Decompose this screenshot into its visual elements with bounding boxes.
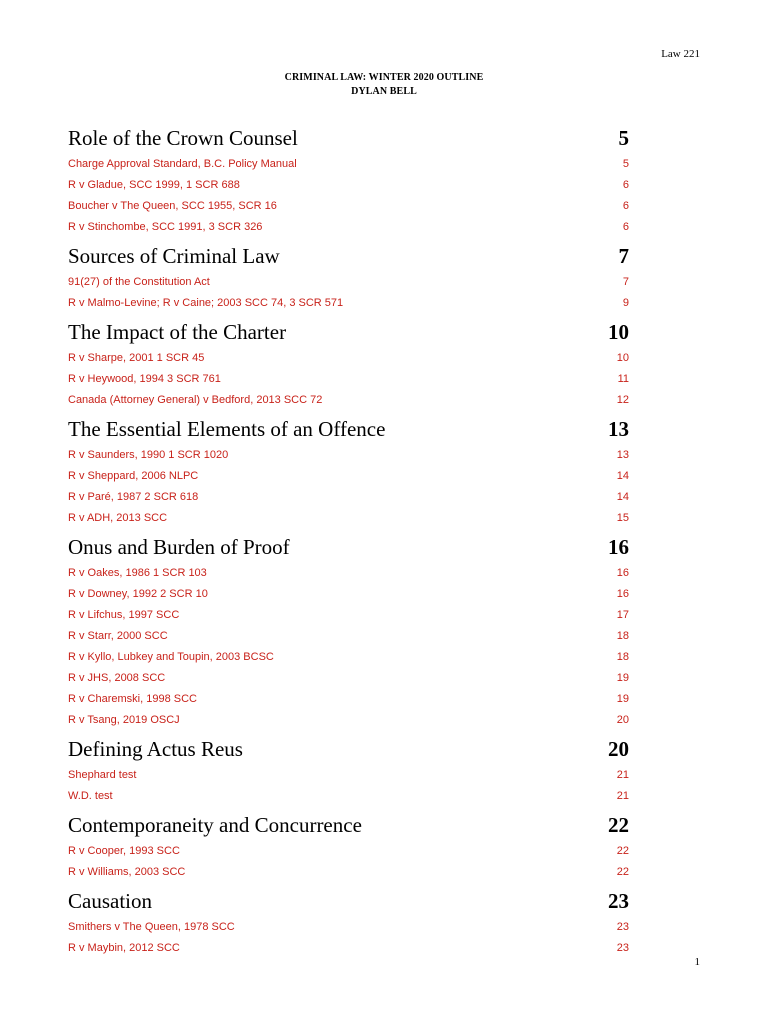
entry-title: R v Sharpe, 2001 1 SCR 45: [68, 352, 205, 364]
toc-entry-link[interactable]: [68, 293, 629, 314]
toc-section-heading[interactable]: [68, 240, 629, 272]
entry-title: R v Saunders, 1990 1 SCR 1020: [68, 449, 229, 461]
entry-page-number: 20: [616, 714, 629, 726]
entry-page-number: 5: [622, 158, 629, 170]
section-title: Defining Actus Reus: [68, 737, 243, 761]
toc-entry-link[interactable]: [68, 765, 629, 786]
entry-page-number: 6: [622, 179, 629, 191]
entry-title: R v Oakes, 1986 1 SCR 103: [68, 567, 207, 579]
entry-title: R v Lifchus, 1997 SCC: [68, 609, 180, 621]
toc-entry-link[interactable]: [68, 390, 629, 411]
entry-title: R v Charemski, 1998 SCC: [68, 693, 197, 705]
entry-title: W.D. test: [68, 790, 113, 802]
entry-page-number: 18: [616, 630, 629, 642]
section-page-number: 13: [608, 417, 629, 441]
entry-page-number: 9: [622, 297, 629, 309]
section-title: The Essential Elements of an Offence: [68, 417, 386, 441]
toc-entry-link[interactable]: [68, 508, 629, 529]
entry-page-number: 23: [616, 921, 629, 933]
toc-section-heading[interactable]: [68, 316, 629, 348]
section-page-number: 22: [608, 813, 629, 837]
section-title: Contemporaneity and Concurrence: [68, 813, 362, 837]
entry-page-number: 22: [616, 866, 629, 878]
entry-title: R v Downey, 1992 2 SCR 10: [68, 588, 208, 600]
title-line: CRIMINAL LAW: WINTER 2020 OUTLINE: [284, 72, 484, 83]
section-page-number: 5: [618, 126, 629, 150]
entry-page-number: 19: [616, 693, 629, 705]
table-of-contents: [68, 120, 629, 959]
toc-entry-link[interactable]: [68, 862, 629, 883]
entry-title: Boucher v The Queen, SCC 1955, SCR 16: [68, 200, 277, 212]
entry-title: R v Stinchombe, SCC 1991, 3 SCR 326: [68, 221, 263, 233]
document-title: [0, 71, 768, 99]
toc-entry-link[interactable]: [68, 689, 629, 710]
entry-page-number: 16: [616, 567, 629, 579]
toc-section-heading[interactable]: [68, 809, 629, 841]
toc-section-heading[interactable]: [68, 733, 629, 765]
entry-title: R v JHS, 2008 SCC: [68, 672, 166, 684]
entry-title: Shephard test: [68, 769, 137, 781]
toc-entry-link[interactable]: [68, 348, 629, 369]
entry-title: R v Kyllo, Lubkey and Toupin, 2003 BCSC: [68, 651, 274, 663]
entry-title: R v Cooper, 1993 SCC: [68, 845, 180, 857]
toc-entry-link[interactable]: [68, 466, 629, 487]
entry-page-number: 22: [616, 845, 629, 857]
toc-section-heading[interactable]: [68, 531, 629, 563]
toc-entry-link[interactable]: [68, 445, 629, 466]
entry-page-number: 13: [616, 449, 629, 461]
entry-title: R v Malmo-Levine; R v Caine; 2003 SCC 74, 3 SCR 571: [68, 297, 344, 309]
entry-title: R v Gladue, SCC 1999, 1 SCR 688: [68, 179, 240, 191]
toc-entry-link[interactable]: [68, 487, 629, 508]
toc-entry-link[interactable]: [68, 786, 629, 807]
entry-page-number: 11: [617, 373, 629, 385]
entry-title: Canada (Attorney General) v Bedford, 2013 SCC 72: [68, 394, 323, 406]
toc-entry-link[interactable]: [68, 605, 629, 626]
entry-page-number: 14: [616, 470, 629, 482]
entry-page-number: 21: [616, 769, 629, 781]
section-page-number: 16: [608, 535, 629, 559]
toc-entry-link[interactable]: [68, 710, 629, 731]
entry-title: R v Paré, 1987 2 SCR 618: [68, 491, 199, 503]
entry-page-number: 14: [616, 491, 629, 503]
toc-entry-link[interactable]: [68, 272, 629, 293]
toc-entry-link[interactable]: [68, 841, 629, 862]
toc-entry-link[interactable]: [68, 154, 629, 175]
entry-page-number: 12: [616, 394, 629, 406]
section-title: Sources of Criminal Law: [68, 244, 280, 268]
section-title: Onus and Burden of Proof: [68, 535, 290, 559]
course-code: Law 221: [661, 48, 700, 60]
toc-entry-link[interactable]: [68, 175, 629, 196]
toc-entry-link[interactable]: [68, 369, 629, 390]
entry-title: Smithers v The Queen, 1978 SCC: [68, 921, 235, 933]
toc-section-heading[interactable]: [68, 122, 629, 154]
page-number: 1: [694, 956, 700, 968]
entry-title: R v Williams, 2003 SCC: [68, 866, 186, 878]
toc-entry-link[interactable]: [68, 626, 629, 647]
section-page-number: 20: [608, 737, 629, 761]
section-title: The Impact of the Charter: [68, 320, 287, 344]
toc-entry-link[interactable]: [68, 917, 629, 938]
section-title: Role of the Crown Counsel: [68, 126, 298, 150]
toc-entry-link[interactable]: [68, 938, 629, 959]
entry-title: R v Heywood, 1994 3 SCR 761: [68, 373, 221, 385]
toc-entry-link[interactable]: [68, 668, 629, 689]
toc-entry-link[interactable]: [68, 563, 629, 584]
section-page-number: 7: [618, 244, 629, 268]
entry-page-number: 17: [616, 609, 629, 621]
toc-entry-link[interactable]: [68, 217, 629, 238]
entry-title: R v Starr, 2000 SCC: [68, 630, 168, 642]
section-page-number: 23: [608, 889, 629, 913]
entry-page-number: 15: [616, 512, 629, 524]
toc-entry-link[interactable]: [68, 584, 629, 605]
entry-title: R v Tsang, 2019 OSCJ: [68, 714, 180, 726]
toc-entry-link[interactable]: [68, 647, 629, 668]
author-line: DYLAN BELL: [351, 86, 417, 97]
entry-page-number: 19: [616, 672, 629, 684]
toc-entry-link[interactable]: [68, 196, 629, 217]
entry-title: R v Maybin, 2012 SCC: [68, 942, 180, 954]
section-title: Causation: [68, 889, 152, 913]
section-page-number: 10: [608, 320, 629, 344]
entry-page-number: 18: [616, 651, 629, 663]
entry-page-number: 7: [622, 276, 629, 288]
entry-title: R v ADH, 2013 SCC: [68, 512, 168, 524]
entry-page-number: 6: [622, 221, 629, 233]
entry-page-number: 16: [616, 588, 629, 600]
entry-page-number: 21: [616, 790, 629, 802]
entry-page-number: 10: [616, 352, 629, 364]
entry-page-number: 23: [616, 942, 629, 954]
entry-title: Charge Approval Standard, B.C. Policy Manual: [68, 158, 297, 170]
toc-section-heading[interactable]: [68, 413, 629, 445]
entry-title: 91(27) of the Constitution Act: [68, 276, 210, 288]
entry-page-number: 6: [622, 200, 629, 212]
toc-section-heading[interactable]: [68, 885, 629, 917]
entry-title: R v Sheppard, 2006 NLPC: [68, 470, 199, 482]
